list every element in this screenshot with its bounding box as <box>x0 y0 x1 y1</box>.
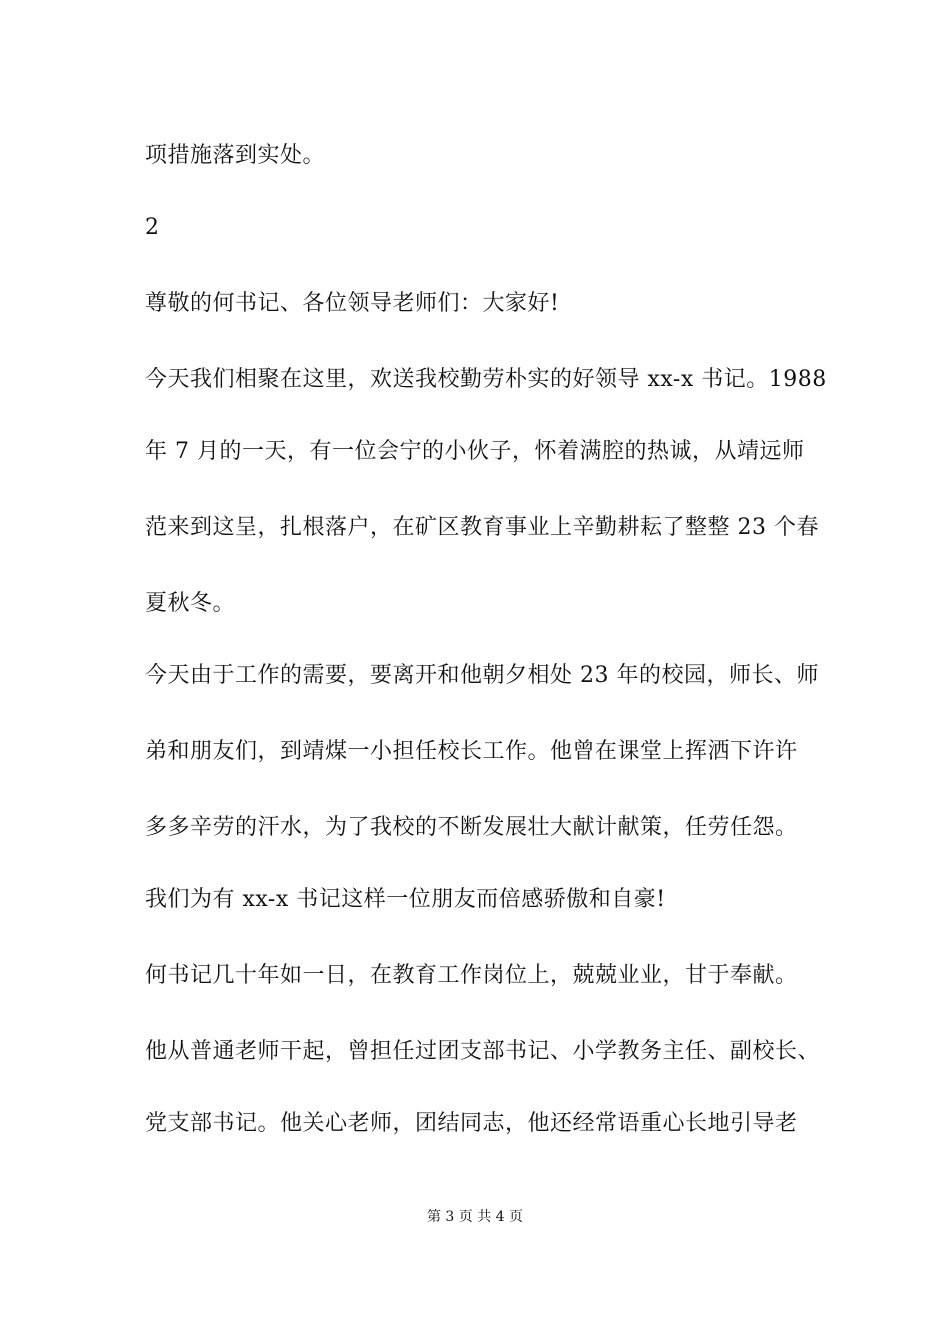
text-line-13: 他从普通老师干起，曾担任过团支部书记、小学教务主任、副校长、 <box>145 1039 821 1064</box>
text-line-1: 项措施落到实处。 <box>145 143 326 168</box>
section-number: 2 <box>145 215 160 240</box>
text-line-11: 我们为有 xx-x 书记这样一位朋友而倍感骄傲和自豪! <box>145 887 666 912</box>
text-line-12: 何书记几十年如一日，在教育工作岗位上，兢兢业业，甘于奉献。 <box>145 963 798 988</box>
text-line-6: 范来到这呈，扎根落户，在矿区教育事业上辛勤耕耘了整整 23 个春 <box>145 515 819 540</box>
text-line-8: 今天由于工作的需要，要离开和他朝夕相处 23 年的校园，师长、师 <box>145 663 819 688</box>
text-line-5: 年 7 月的一天，有一位会宁的小伙子，怀着满腔的热诚，从靖远师 <box>145 439 805 464</box>
text-line-14: 党支部书记。他关心老师，团结同志，他还经常语重心长地引导老 <box>145 1111 798 1136</box>
page-footer: 第 3 页 共 4 页 <box>426 1209 524 1225</box>
text-line-10: 多多辛劳的汗水，为了我校的不断发展壮大献计献策，任劳任怨。 <box>145 815 798 840</box>
text-line-greeting: 尊敬的何书记、各位领导老师们：大家好! <box>145 291 560 316</box>
text-line-7: 夏秋冬。 <box>145 591 236 616</box>
text-line-9: 弟和朋友们，到靖煤一小担任校长工作。他曾在课堂上挥洒下许许 <box>145 739 798 764</box>
text-line-4: 今天我们相聚在这里，欢送我校勤劳朴实的好领导 xx-x 书记。1988 <box>145 367 827 392</box>
